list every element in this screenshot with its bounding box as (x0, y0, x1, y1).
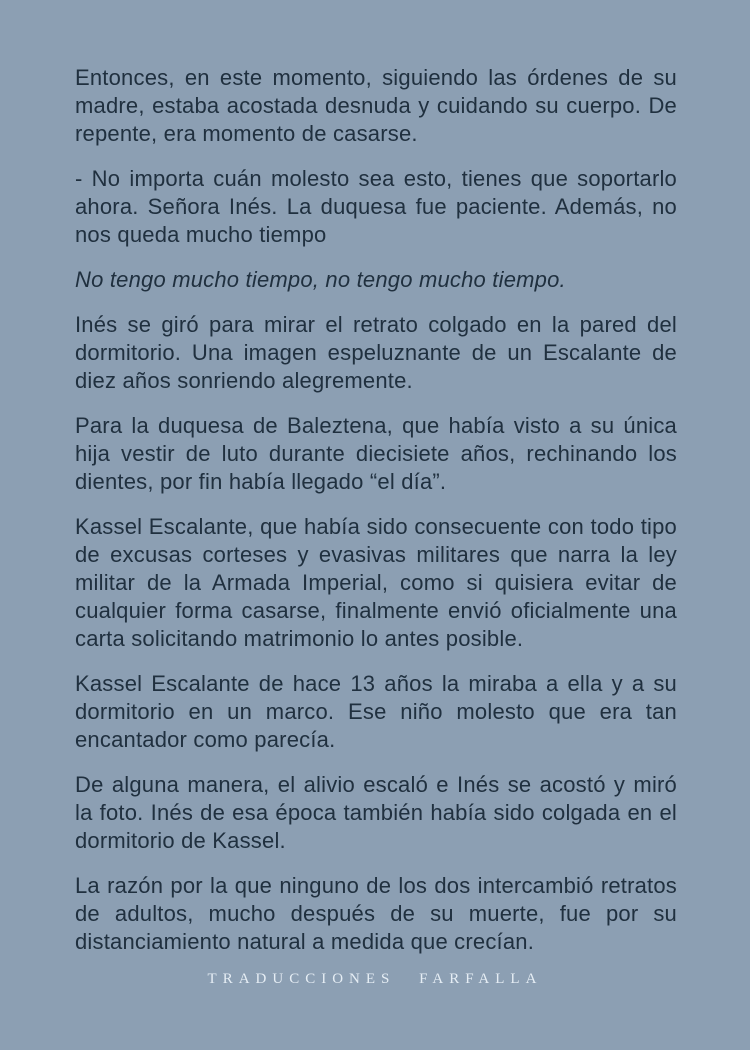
paragraph-italic: No tengo mucho tiempo, no tengo mucho tiempo. (75, 267, 566, 292)
paragraph: Kassel Escalante de hace 13 años la miraba a ella y a su dormitorio en un marco. Ese niño molesto que era tan encantador como parecía. (75, 671, 677, 752)
paragraph: - No importa cuán molesto sea esto, tienes que soportarlo ahora. Señora Inés. La duquesa fue paciente. Además, no nos queda mucho tiempo (75, 166, 677, 247)
footer-credit: TRADUCCIONES FARFALLA (207, 971, 543, 987)
paragraph: Inés se giró para mirar el retrato colgado en la pared del dormitorio. Una imagen espeluznante de un Escalante de diez años sonriendo alegremente. (75, 312, 677, 393)
paragraph: Para la duquesa de Baleztena, que había visto a su única hija vestir de luto durante diecisiete años, rechinando los dientes, por fin había llegado “el día”. (75, 413, 677, 494)
paragraph: De alguna manera, el alivio escaló e Inés se acostó y miró la foto. Inés de esa época también había sido colgada en el dormitorio de Kassel. (75, 772, 677, 853)
story-text (75, 64, 677, 956)
paragraph: La razón por la que ninguno de los dos intercambió retratos de adultos, mucho después de su muerte, fue por su distanciamiento natural a medida que crecían. (75, 873, 677, 954)
paragraph: Entonces, en este momento, siguiendo las órdenes de su madre, estaba acostada desnuda y cuidando su cuerpo. De repente, era momento de casarse. (75, 65, 677, 146)
paragraph: Kassel Escalante, que había sido consecuente con todo tipo de excusas corteses y evasivas militares que narra la ley militar de la Armada Imperial, como si quisiera evitar de cualquier forma casarse, finalmente envió oficialmente una carta solicitando matrimonio lo antes posible. (75, 514, 677, 651)
